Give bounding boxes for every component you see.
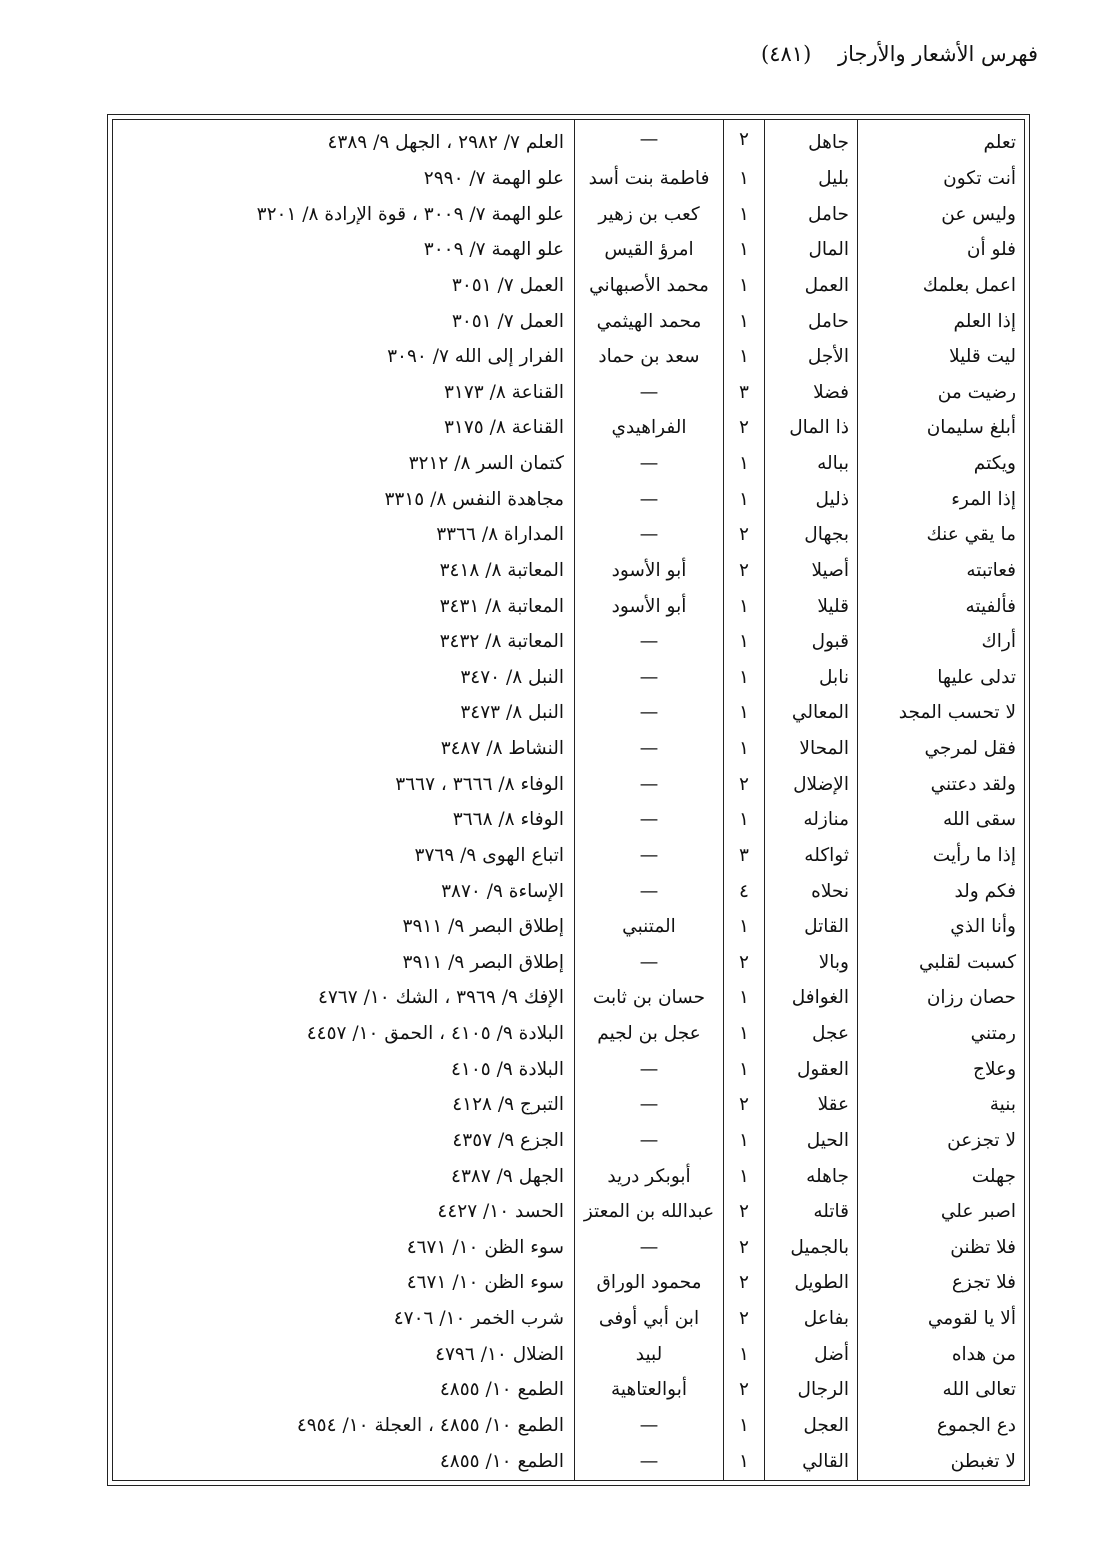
verse-count-cell: ١ [724, 162, 765, 198]
first-words-cell: إذا المرء [858, 482, 1025, 518]
rhyme-word-cell: عجل [765, 1017, 858, 1053]
references-cell: الوفاء ٨/ ٣٦٦٨ [452, 809, 564, 831]
poet-cell: سعد بن حماد [575, 340, 724, 376]
verse-count-cell: ١ [724, 1409, 765, 1445]
references-cell: علو الهمة ٧/ ٣٠٠٩ ، قوة الإرادة ٨/ ٣٢٠١ [256, 203, 564, 225]
rhyme-word-cell: وبالا [765, 946, 858, 982]
first-words-cell: ليت قليلا [858, 340, 1025, 376]
references-cell: العمل ٧/ ٣٠٥١ [451, 274, 564, 296]
table-row [113, 1195, 1024, 1231]
table-row [113, 1444, 1024, 1480]
poet-cell: — [575, 1088, 724, 1124]
verse-count-cell: ١ [724, 1124, 765, 1160]
rhyme-word-cell: الغوافل [765, 981, 858, 1017]
poet-cell: محمود الوراق [575, 1266, 724, 1302]
table-row [113, 304, 1024, 340]
first-words-cell: لا تجزعن [858, 1124, 1025, 1160]
index-rows [113, 120, 1024, 1480]
verse-count-cell: ٢ [724, 554, 765, 590]
first-words-cell: ولقد دعتني [858, 767, 1025, 803]
rhyme-word-cell: أصيلا [765, 554, 858, 590]
rhyme-word-cell: بجهال [765, 518, 858, 554]
verse-count-cell: ١ [724, 1159, 765, 1195]
poet-cell: — [575, 1444, 724, 1480]
table-row [113, 269, 1024, 305]
references-cell: البلادة ٩/ ٤١٠٥ ، الحمق ١٠/ ٤٤٥٧ [306, 1023, 564, 1045]
verse-count-cell: ١ [724, 589, 765, 625]
table-row [113, 340, 1024, 376]
rhyme-word-cell: بالجميل [765, 1231, 858, 1267]
table-row [113, 1302, 1024, 1338]
first-words-cell: كسبت لقلبي [858, 946, 1025, 982]
first-words-cell: فكم ولد [858, 874, 1025, 910]
table-row [113, 767, 1024, 803]
rhyme-word-cell: بليل [765, 162, 858, 198]
rhyme-word-cell: القالي [765, 1444, 858, 1480]
references-cell: التبرج ٩/ ٤١٢٨ [452, 1094, 564, 1116]
poet-cell: أبو الأسود [575, 554, 724, 590]
first-words-cell: إذا ما رأيت [858, 839, 1025, 875]
rhyme-word-cell: قليلا [765, 589, 858, 625]
references-cell: الإفك ٩/ ٣٩٦٩ ، الشك ١٠/ ٤٧٦٧ [317, 987, 564, 1009]
poet-cell: — [575, 482, 724, 518]
poet-cell: — [575, 661, 724, 697]
table-row [113, 732, 1024, 768]
first-words-cell: ما يقي عنك [858, 518, 1025, 554]
first-words-cell: ألا يا لقومي [858, 1302, 1025, 1338]
poet-cell: — [575, 767, 724, 803]
verse-count-cell: ٢ [724, 411, 765, 447]
poetry-index-table [113, 120, 1024, 1480]
poet-cell: عبدالله بن المعتز [575, 1195, 724, 1231]
poet-cell: — [575, 696, 724, 732]
poet-cell: الفراهيدي [575, 411, 724, 447]
verse-count-cell: ٢ [724, 518, 765, 554]
rhyme-word-cell: بباله [765, 447, 858, 483]
poet-cell: — [575, 1052, 724, 1088]
first-words-cell: وعلاج [858, 1052, 1025, 1088]
first-words-cell: اعمل بعلمك [858, 269, 1025, 305]
table-row [113, 874, 1024, 910]
rhyme-word-cell: المحالا [765, 732, 858, 768]
references-cell: النشاط ٨/ ٣٤٨٧ [440, 738, 564, 760]
first-words-cell: تعالى الله [858, 1373, 1025, 1409]
verse-count-cell: ٢ [724, 1373, 765, 1409]
references-cell: البلادة ٩/ ٤١٠٥ [450, 1058, 564, 1080]
references-cell: كتمان السر ٨/ ٣٢١٢ [408, 453, 564, 475]
page-number: (٤٨١) [761, 42, 812, 66]
references-cell: علو الهمة ٧/ ٣٠٠٩ [423, 239, 564, 261]
rhyme-word-cell: ذا المال [765, 411, 858, 447]
verse-count-cell: ١ [724, 910, 765, 946]
poet-cell: — [575, 376, 724, 412]
poet-cell: محمد الأصبهاني [575, 269, 724, 305]
poet-cell: امرؤ القيس [575, 233, 724, 269]
verse-count-cell: ١ [724, 269, 765, 305]
verse-count-cell: ٤ [724, 874, 765, 910]
verse-count-cell: ١ [724, 1337, 765, 1373]
rhyme-word-cell: الرجال [765, 1373, 858, 1409]
first-words-cell: لا تحسب المجد [858, 696, 1025, 732]
first-words-cell: فقل لمرجي [858, 732, 1025, 768]
rhyme-word-cell: العقول [765, 1052, 858, 1088]
references-cell: الطمع ١٠/ ٤٨٥٥ ، العجلة ١٠/ ٤٩٥٤ [296, 1414, 564, 1436]
rhyme-word-cell: ذليل [765, 482, 858, 518]
first-words-cell: تدلى عليها [858, 661, 1025, 697]
references-cell: القناعة ٨/ ٣١٧٥ [443, 417, 564, 439]
table-row [113, 803, 1024, 839]
table-row [113, 981, 1024, 1017]
table-row [113, 1052, 1024, 1088]
table-row [113, 1231, 1024, 1267]
first-words-cell: ويكتم [858, 447, 1025, 483]
verse-count-cell: ٢ [724, 1088, 765, 1124]
verse-count-cell: ١ [724, 981, 765, 1017]
references-cell: المداراة ٨/ ٣٣٦٦ [436, 524, 564, 546]
header-title: فهرس الأشعار والأرجاز [838, 42, 1038, 66]
rhyme-word-cell: منازله [765, 803, 858, 839]
index-inner-frame [112, 119, 1025, 1481]
references-cell: الوفاء ٨/ ٣٦٦٦ ، ٣٦٦٧ [395, 773, 564, 795]
first-words-cell: فلا تجزع [858, 1266, 1025, 1302]
table-row [113, 554, 1024, 590]
rhyme-word-cell: نابل [765, 661, 858, 697]
verse-count-cell: ١ [724, 233, 765, 269]
first-words-cell: رضيت من [858, 376, 1025, 412]
poet-cell: — [575, 625, 724, 661]
table-row [113, 1266, 1024, 1302]
table-row [113, 197, 1024, 233]
rhyme-word-cell: ثواكله [765, 839, 858, 875]
verse-count-cell: ٢ [724, 1266, 765, 1302]
table-row [113, 120, 1024, 162]
rhyme-word-cell: حامل [765, 304, 858, 340]
verse-count-cell: ٢ [724, 946, 765, 982]
rhyme-word-cell: عقلا [765, 1088, 858, 1124]
verse-count-cell: ١ [724, 304, 765, 340]
poet-cell: حسان بن ثابت [575, 981, 724, 1017]
verse-count-cell: ٢ [724, 1231, 765, 1267]
poet-cell: عجل بن لجيم [575, 1017, 724, 1053]
rhyme-word-cell: جاهل [765, 120, 858, 162]
table-row [113, 1409, 1024, 1445]
rhyme-word-cell: المعالي [765, 696, 858, 732]
first-words-cell: حصان رزان [858, 981, 1025, 1017]
rhyme-word-cell: العمل [765, 269, 858, 305]
rhyme-word-cell: بفاعل [765, 1302, 858, 1338]
rhyme-word-cell: حامل [765, 197, 858, 233]
verse-count-cell: ١ [724, 340, 765, 376]
table-row [113, 411, 1024, 447]
first-words-cell: إذا العلم [858, 304, 1025, 340]
table-row [113, 1337, 1024, 1373]
poet-cell: — [575, 874, 724, 910]
verse-count-cell: ١ [724, 661, 765, 697]
verse-count-cell: ١ [724, 1017, 765, 1053]
poet-cell: — [575, 1124, 724, 1160]
first-words-cell: من هداه [858, 1337, 1025, 1373]
first-words-cell: بنية [858, 1088, 1025, 1124]
poet-cell: — [575, 447, 724, 483]
first-words-cell: أبلغ سليمان [858, 411, 1025, 447]
references-cell: المعاتبة ٨/ ٣٤١٨ [439, 559, 564, 581]
table-row [113, 696, 1024, 732]
verse-count-cell: ٢ [724, 1302, 765, 1338]
references-cell: العمل ٧/ ٣٠٥١ [451, 310, 564, 332]
table-row [113, 1159, 1024, 1195]
first-words-cell: أنت تكون [858, 162, 1025, 198]
first-words-cell: تعلم [858, 120, 1025, 162]
references-cell: القناعة ٨/ ٣١٧٣ [443, 381, 564, 403]
references-cell: إطلاق البصر ٩/ ٣٩١١ [402, 951, 564, 973]
poet-cell: — [575, 946, 724, 982]
references-cell: شرب الخمر ١٠/ ٤٧٠٦ [393, 1308, 564, 1330]
references-cell: إطلاق البصر ٩/ ٣٩١١ [402, 916, 564, 938]
rhyme-word-cell: الحيل [765, 1124, 858, 1160]
page-header [761, 42, 1038, 66]
verse-count-cell: ١ [724, 482, 765, 518]
first-words-cell: اصبر علي [858, 1195, 1025, 1231]
poet-cell: أبوبكر دريد [575, 1159, 724, 1195]
first-words-cell: فألفيته [858, 589, 1025, 625]
rhyme-word-cell: القاتل [765, 910, 858, 946]
table-row [113, 661, 1024, 697]
first-words-cell: جهلت [858, 1159, 1025, 1195]
references-cell: سوء الظن ١٠/ ٤٦٧١ [406, 1272, 564, 1294]
rhyme-word-cell: الإضلال [765, 767, 858, 803]
table-row [113, 1088, 1024, 1124]
poet-cell: فاطمة بنت أسد [575, 162, 724, 198]
verse-count-cell: ١ [724, 1052, 765, 1088]
rhyme-word-cell: جاهله [765, 1159, 858, 1195]
poet-cell: — [575, 839, 724, 875]
rhyme-word-cell: نحلاه [765, 874, 858, 910]
verse-count-cell: ١ [724, 696, 765, 732]
references-cell: مجاهدة النفس ٨/ ٣٣١٥ [384, 488, 564, 510]
first-words-cell: سقى الله [858, 803, 1025, 839]
first-words-cell: لا تغبطن [858, 1444, 1025, 1480]
rhyme-word-cell: الطويل [765, 1266, 858, 1302]
verse-count-cell: ٢ [724, 120, 765, 162]
table-row [113, 233, 1024, 269]
poet-cell: لبيد [575, 1337, 724, 1373]
verse-count-cell: ٣ [724, 376, 765, 412]
rhyme-word-cell: أضل [765, 1337, 858, 1373]
references-cell: الإساءة ٩/ ٣٨٧٠ [441, 880, 564, 902]
first-words-cell: فلا تظنن [858, 1231, 1025, 1267]
references-cell: سوء الظن ١٠/ ٤٦٧١ [406, 1236, 564, 1258]
poet-cell: محمد الهيثمي [575, 304, 724, 340]
verse-count-cell: ١ [724, 1444, 765, 1480]
table-row [113, 518, 1024, 554]
poet-cell: — [575, 732, 724, 768]
table-row [113, 946, 1024, 982]
poet-cell: — [575, 1409, 724, 1445]
references-cell: الطمع ١٠/ ٤٨٥٥ [439, 1450, 564, 1472]
table-row [113, 1017, 1024, 1053]
references-cell: الفرار إلى الله ٧/ ٣٠٩٠ [387, 346, 564, 368]
references-cell: النبل ٨/ ٣٤٧٠ [460, 666, 564, 688]
first-words-cell: فعاتبته [858, 554, 1025, 590]
references-cell: العلم ٧/ ٢٩٨٢ ، الجهل ٩/ ٤٣٨٩ [327, 132, 564, 154]
rhyme-word-cell: الأجل [765, 340, 858, 376]
rhyme-word-cell: فضلا [765, 376, 858, 412]
references-cell: المعاتبة ٨/ ٣٤٣١ [439, 595, 564, 617]
references-cell: الحسد ١٠/ ٤٤٢٧ [437, 1201, 564, 1223]
verse-count-cell: ٢ [724, 767, 765, 803]
verse-count-cell: ١ [724, 803, 765, 839]
table-row [113, 376, 1024, 412]
references-cell: الجهل ٩/ ٤٣٨٧ [451, 1165, 564, 1187]
table-row [113, 589, 1024, 625]
table-row [113, 162, 1024, 198]
references-cell: اتباع الهوى ٩/ ٣٧٦٩ [414, 844, 564, 866]
references-cell: المعاتبة ٨/ ٣٤٣٢ [439, 631, 564, 653]
poet-cell: — [575, 120, 724, 162]
first-words-cell: وأنا الذي [858, 910, 1025, 946]
table-row [113, 447, 1024, 483]
first-words-cell: رمتني [858, 1017, 1025, 1053]
poet-cell: — [575, 518, 724, 554]
poet-cell: — [575, 1231, 724, 1267]
first-words-cell: وليس عن [858, 197, 1025, 233]
references-cell: علو الهمة ٧/ ٢٩٩٠ [423, 168, 564, 190]
rhyme-word-cell: قبول [765, 625, 858, 661]
verse-count-cell: ١ [724, 625, 765, 661]
poet-cell: ابن أبي أوفى [575, 1302, 724, 1338]
poet-cell: المتنبي [575, 910, 724, 946]
first-words-cell: دع الجموع [858, 1409, 1025, 1445]
rhyme-word-cell: المال [765, 233, 858, 269]
table-row [113, 1373, 1024, 1409]
table-row [113, 625, 1024, 661]
verse-count-cell: ٣ [724, 839, 765, 875]
poet-cell: أبوالعتاهية [575, 1373, 724, 1409]
references-cell: الطمع ١٠/ ٤٨٥٥ [439, 1379, 564, 1401]
table-row [113, 482, 1024, 518]
table-row [113, 839, 1024, 875]
verse-count-cell: ١ [724, 197, 765, 233]
first-words-cell: أراك [858, 625, 1025, 661]
rhyme-word-cell: قاتله [765, 1195, 858, 1231]
poet-cell: — [575, 803, 724, 839]
references-cell: الضلال ١٠/ ٤٧٩٦ [435, 1343, 564, 1365]
index-frame [107, 114, 1030, 1486]
rhyme-word-cell: العجل [765, 1409, 858, 1445]
verse-count-cell: ٢ [724, 1195, 765, 1231]
references-cell: الجزع ٩/ ٤٣٥٧ [452, 1129, 564, 1151]
table-row [113, 1124, 1024, 1160]
poet-cell: كعب بن زهير [575, 197, 724, 233]
poet-cell: أبو الأسود [575, 589, 724, 625]
table-row [113, 910, 1024, 946]
first-words-cell: فلو أن [858, 233, 1025, 269]
references-cell: النبل ٨/ ٣٤٧٣ [460, 702, 564, 724]
verse-count-cell: ١ [724, 732, 765, 768]
verse-count-cell: ١ [724, 447, 765, 483]
